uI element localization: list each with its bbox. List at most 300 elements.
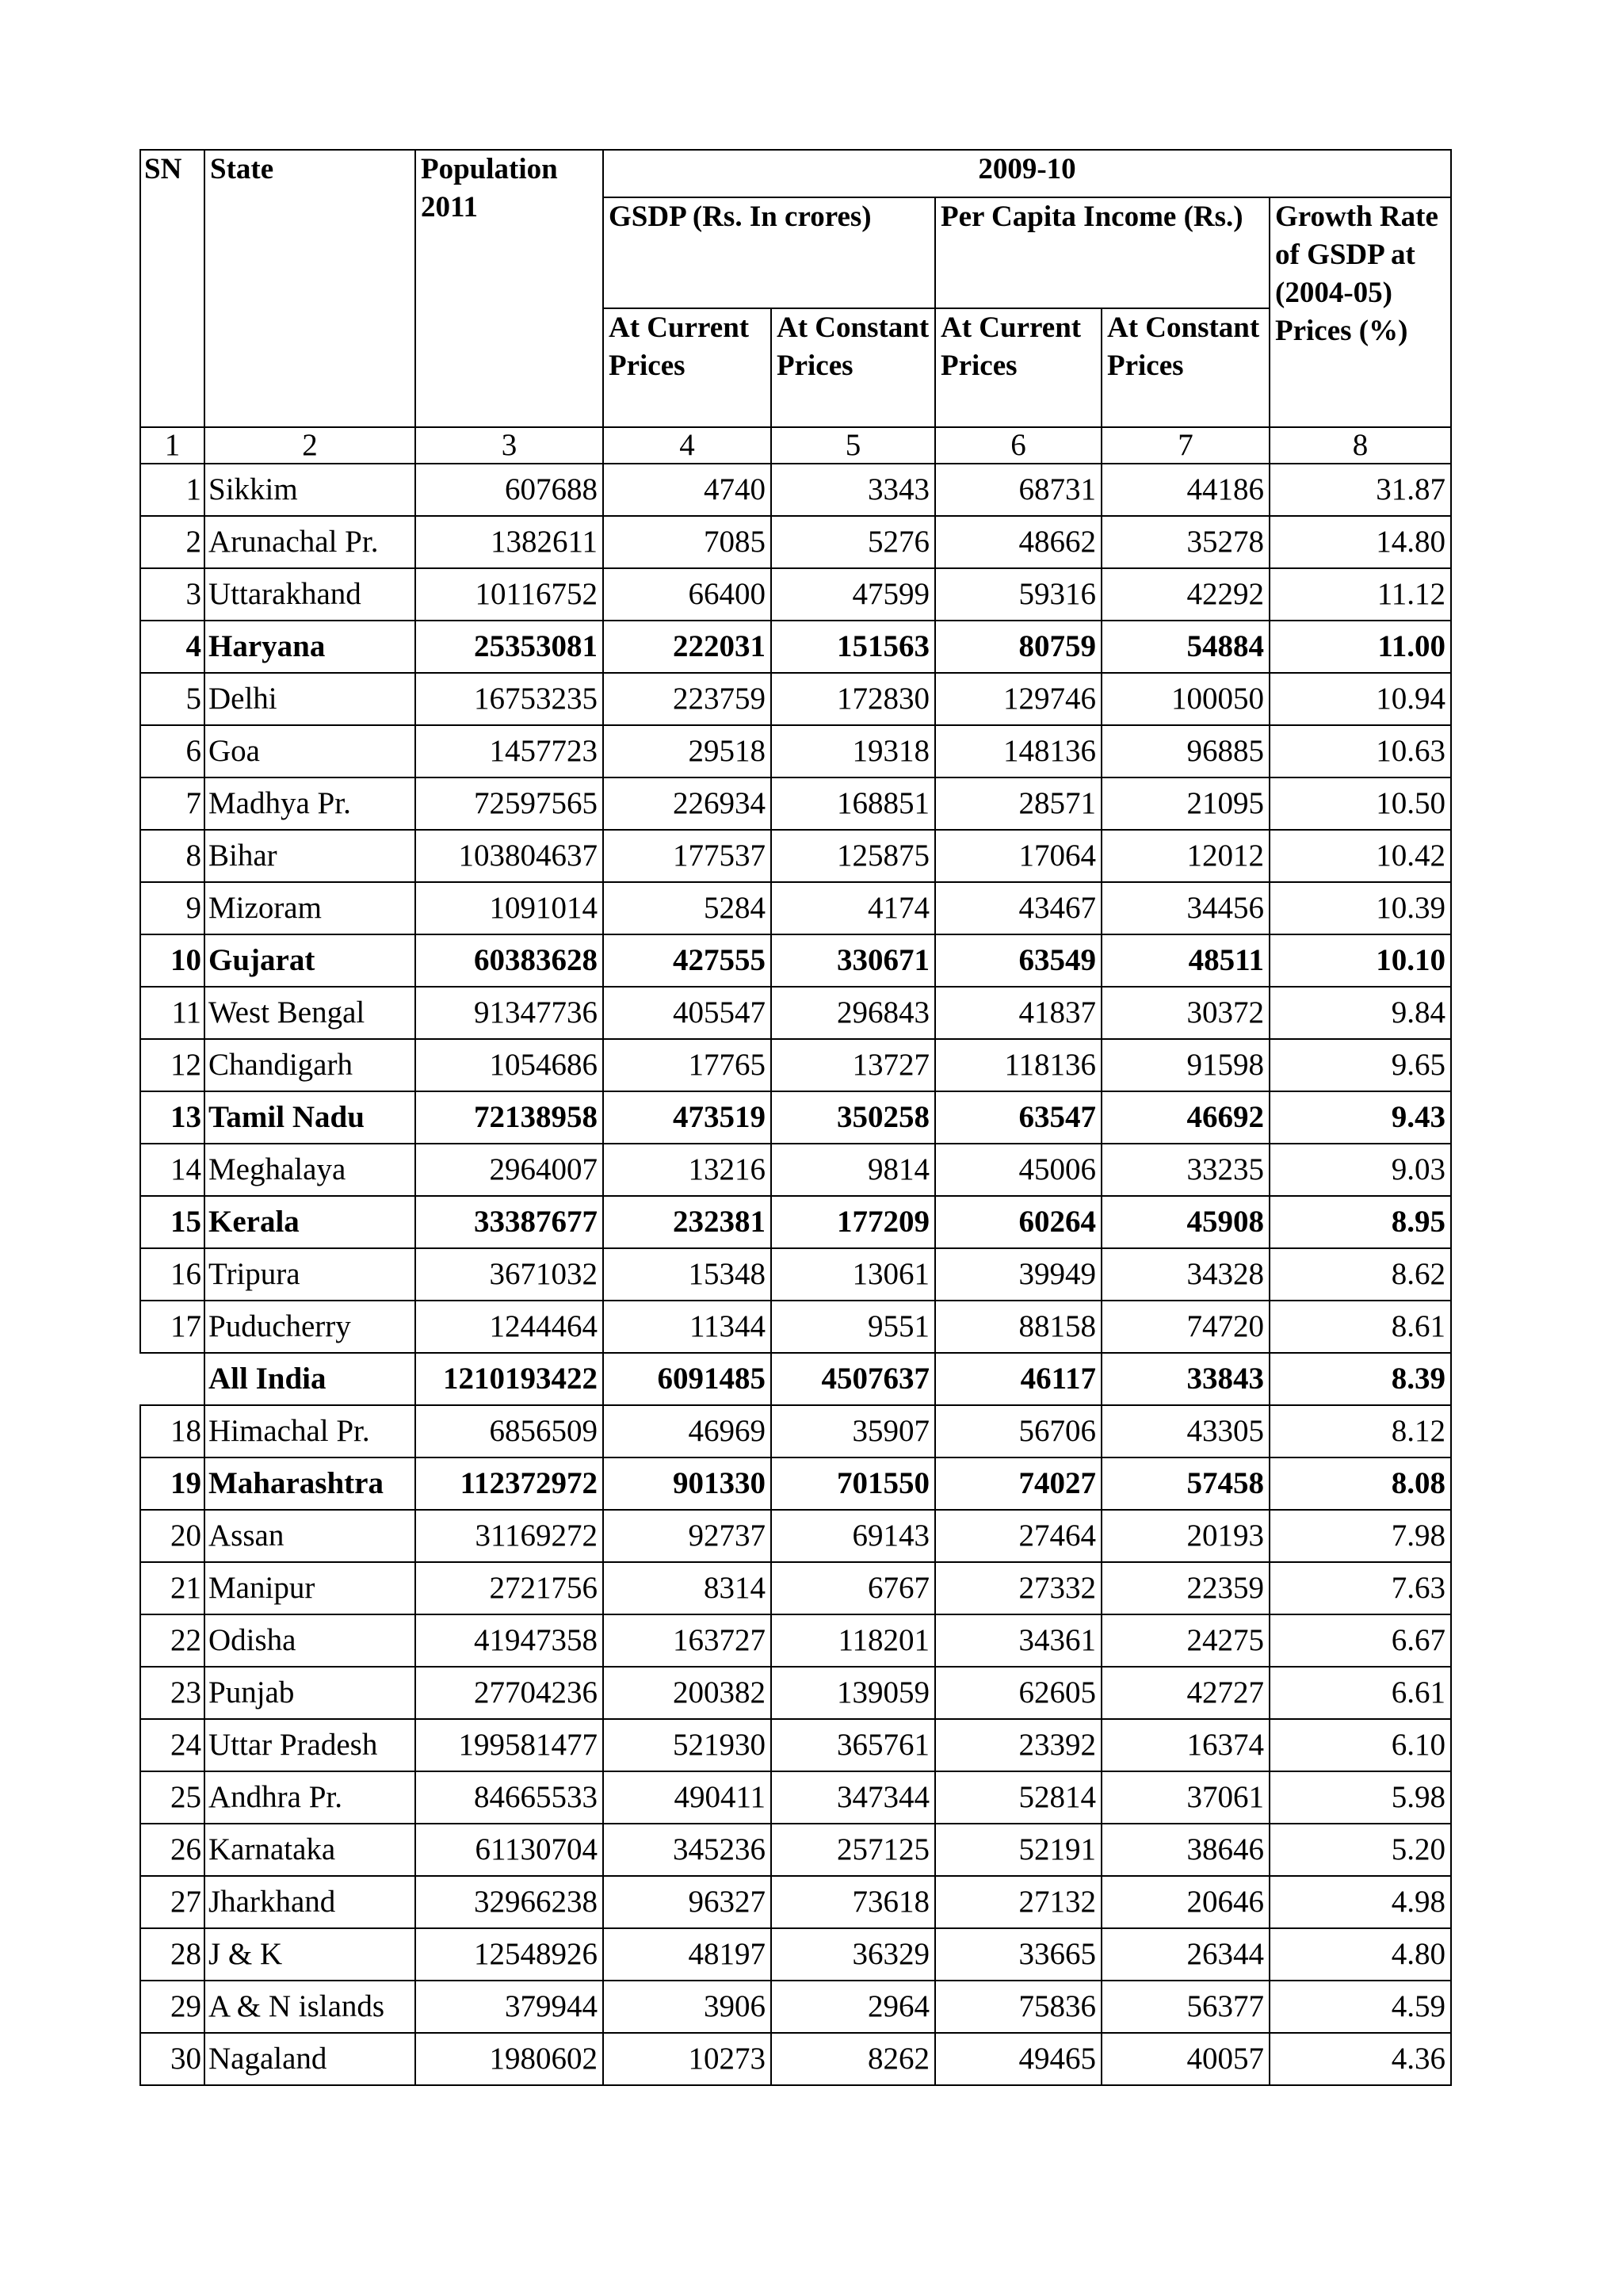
pci-current-cell: 63547 [935, 1091, 1102, 1144]
gsdp-current-cell: 29518 [603, 725, 771, 777]
column-number: 5 [771, 427, 935, 464]
gsdp-current-cell: 7085 [603, 516, 771, 568]
state-cell: Manipur [204, 1562, 415, 1614]
gsdp-current-cell: 473519 [603, 1091, 771, 1144]
pci-constant-cell: 43305 [1102, 1405, 1270, 1457]
growth-rate-cell: 10.94 [1270, 673, 1451, 725]
population-cell: 379944 [415, 1981, 603, 2033]
header-gsdp: GSDP (Rs. In crores) [603, 197, 935, 308]
pci-constant-cell: 57458 [1102, 1457, 1270, 1510]
pci-constant-cell: 42727 [1102, 1667, 1270, 1719]
population-cell: 2964007 [415, 1144, 603, 1196]
gsdp-constant-cell: 9814 [771, 1144, 935, 1196]
header-gsdp-current [603, 308, 771, 427]
pci-current-cell: 45006 [935, 1144, 1102, 1196]
gsdp-current-cell: 177537 [603, 830, 771, 882]
pci-current-cell: 63549 [935, 934, 1102, 987]
state-cell: Assan [204, 1510, 415, 1562]
sn-cell: 23 [140, 1667, 204, 1719]
gsdp-constant-cell: 5276 [771, 516, 935, 568]
gsdp-constant-cell: 13727 [771, 1039, 935, 1091]
sn-cell: 21 [140, 1562, 204, 1614]
pci-current-cell: 148136 [935, 725, 1102, 777]
gsdp-current-cell: 490411 [603, 1771, 771, 1824]
pci-constant-cell: 30372 [1102, 987, 1270, 1039]
all-india-row [140, 1353, 1451, 1405]
sn-cell: 5 [140, 673, 204, 725]
state-cell: Jharkhand [204, 1876, 415, 1928]
growth-rate-cell: 8.95 [1270, 1196, 1451, 1248]
state-cell: Delhi [204, 673, 415, 725]
state-cell: Haryana [204, 621, 415, 673]
column-number: 7 [1102, 427, 1270, 464]
table-row [140, 2033, 1451, 2085]
column-number-row [140, 427, 1451, 464]
gsdp-current-cell: 15348 [603, 1248, 771, 1301]
state-cell: Odisha [204, 1614, 415, 1667]
state-cell: Meghalaya [204, 1144, 415, 1196]
gsdp-current-cell: 200382 [603, 1667, 771, 1719]
pci-constant-cell: 38646 [1102, 1824, 1270, 1876]
pci-constant-cell: 44186 [1102, 464, 1270, 516]
population-cell: 1054686 [415, 1039, 603, 1091]
growth-rate-cell: 11.12 [1270, 568, 1451, 621]
header-population: Population 2011 [415, 150, 603, 427]
pci-constant-cell: 46692 [1102, 1091, 1270, 1144]
column-number: 3 [415, 427, 603, 464]
gsdp-current-cell: 17765 [603, 1039, 771, 1091]
header-state: State [204, 150, 415, 427]
pci-current-cell: 46117 [935, 1353, 1102, 1405]
population-cell: 32966238 [415, 1876, 603, 1928]
sn-cell: 14 [140, 1144, 204, 1196]
gsdp-current-cell: 8314 [603, 1562, 771, 1614]
pci-constant-cell: 74720 [1102, 1301, 1270, 1353]
gsdp-current-cell: 405547 [603, 987, 771, 1039]
pci-constant-cell: 34328 [1102, 1248, 1270, 1301]
population-cell: 1980602 [415, 2033, 603, 2085]
gsdp-current-cell: 427555 [603, 934, 771, 987]
header-growth-rate [1270, 197, 1451, 427]
sn-cell: 29 [140, 1981, 204, 2033]
pci-current-cell: 27132 [935, 1876, 1102, 1928]
growth-rate-cell: 10.63 [1270, 725, 1451, 777]
pci-constant-cell: 16374 [1102, 1719, 1270, 1771]
population-cell: 6856509 [415, 1405, 603, 1457]
state-cell: Arunachal Pr. [204, 516, 415, 568]
gsdp-current-cell: 223759 [603, 673, 771, 725]
gsdp-constant-cell: 36329 [771, 1928, 935, 1981]
growth-rate-cell: 4.98 [1270, 1876, 1451, 1928]
gsdp-constant-cell: 172830 [771, 673, 935, 725]
table-row [140, 1771, 1451, 1824]
growth-rate-cell: 14.80 [1270, 516, 1451, 568]
growth-rate-cell: 6.10 [1270, 1719, 1451, 1771]
growth-rate-cell: 7.63 [1270, 1562, 1451, 1614]
gsdp-current-cell: 345236 [603, 1824, 771, 1876]
population-cell: 3671032 [415, 1248, 603, 1301]
pci-current-cell: 49465 [935, 2033, 1102, 2085]
sn-cell: 9 [140, 882, 204, 934]
population-cell: 25353081 [415, 621, 603, 673]
state-cell: Uttarakhand [204, 568, 415, 621]
gsdp-current-cell: 48197 [603, 1928, 771, 1981]
growth-rate-cell: 8.61 [1270, 1301, 1451, 1353]
table-row [140, 1091, 1451, 1144]
growth-rate-cell: 4.59 [1270, 1981, 1451, 2033]
gsdp-current-cell: 10273 [603, 2033, 771, 2085]
table-row [140, 987, 1451, 1039]
state-cell: Uttar Pradesh [204, 1719, 415, 1771]
header-pci-current [935, 308, 1102, 427]
state-cell: All India [204, 1353, 415, 1405]
state-cell: West Bengal [204, 987, 415, 1039]
growth-rate-cell: 6.67 [1270, 1614, 1451, 1667]
gsdp-constant-cell: 6767 [771, 1562, 935, 1614]
sn-cell: 24 [140, 1719, 204, 1771]
growth-rate-cell: 5.98 [1270, 1771, 1451, 1824]
population-cell: 27704236 [415, 1667, 603, 1719]
gsdp-current-cell: 901330 [603, 1457, 771, 1510]
gsdp-current-cell: 46969 [603, 1405, 771, 1457]
pci-current-cell: 68731 [935, 464, 1102, 516]
growth-rate-cell: 9.84 [1270, 987, 1451, 1039]
gsdp-constant-cell: 35907 [771, 1405, 935, 1457]
state-cell: Kerala [204, 1196, 415, 1248]
table-row [140, 1667, 1451, 1719]
table-row [140, 568, 1451, 621]
pci-constant-cell: 48511 [1102, 934, 1270, 987]
pci-current-cell: 56706 [935, 1405, 1102, 1457]
gsdp-constant-cell: 69143 [771, 1510, 935, 1562]
sn-cell: 1 [140, 464, 204, 516]
pci-current-cell: 28571 [935, 777, 1102, 830]
sn-cell: 13 [140, 1091, 204, 1144]
growth-rate-cell: 9.43 [1270, 1091, 1451, 1144]
sn-cell: 19 [140, 1457, 204, 1510]
pci-constant-cell: 12012 [1102, 830, 1270, 882]
gsdp-constant-cell: 296843 [771, 987, 935, 1039]
gsdp-current-cell: 4740 [603, 464, 771, 516]
pci-current-cell: 118136 [935, 1039, 1102, 1091]
table-row [140, 516, 1451, 568]
gsdp-constant-cell: 13061 [771, 1248, 935, 1301]
header-gsdp-constant [771, 308, 935, 427]
pci-current-cell: 27464 [935, 1510, 1102, 1562]
sn-cell: 11 [140, 987, 204, 1039]
sn-cell [140, 1353, 204, 1405]
table-row [140, 1301, 1451, 1353]
pci-current-cell: 48662 [935, 516, 1102, 568]
pci-current-cell: 41837 [935, 987, 1102, 1039]
population-cell: 33387677 [415, 1196, 603, 1248]
header-per-capita-income: Per Capita Income (Rs.) [935, 197, 1270, 308]
growth-rate-cell: 4.36 [1270, 2033, 1451, 2085]
header-sn: SN [140, 150, 204, 427]
growth-rate-cell: 10.42 [1270, 830, 1451, 882]
pci-constant-cell: 34456 [1102, 882, 1270, 934]
table-row [140, 1614, 1451, 1667]
population-cell: 60383628 [415, 934, 603, 987]
state-gsdp-table [139, 149, 1452, 2086]
gsdp-constant-cell: 19318 [771, 725, 935, 777]
population-cell: 1244464 [415, 1301, 603, 1353]
table-body [140, 464, 1451, 2085]
gsdp-constant-cell: 347344 [771, 1771, 935, 1824]
gsdp-constant-cell: 118201 [771, 1614, 935, 1667]
table-row [140, 1562, 1451, 1614]
gsdp-current-cell: 66400 [603, 568, 771, 621]
header-growth-rate-text: Growth Rate of GSDP at (2004-05) Prices (%) [1275, 201, 1438, 348]
state-cell: Bihar [204, 830, 415, 882]
table-row [140, 1405, 1451, 1457]
population-cell: 1382611 [415, 516, 603, 568]
population-cell: 607688 [415, 464, 603, 516]
state-cell: Punjab [204, 1667, 415, 1719]
gsdp-constant-cell: 350258 [771, 1091, 935, 1144]
population-cell: 2721756 [415, 1562, 603, 1614]
gsdp-constant-cell: 47599 [771, 568, 935, 621]
gsdp-current-cell: 13216 [603, 1144, 771, 1196]
growth-rate-cell: 31.87 [1270, 464, 1451, 516]
state-cell: Gujarat [204, 934, 415, 987]
table-row [140, 1039, 1451, 1091]
state-cell: Puducherry [204, 1301, 415, 1353]
sn-cell: 25 [140, 1771, 204, 1824]
table-row [140, 1824, 1451, 1876]
population-cell: 12548926 [415, 1928, 603, 1981]
sn-cell: 10 [140, 934, 204, 987]
growth-rate-cell: 8.08 [1270, 1457, 1451, 1510]
gsdp-current-cell: 222031 [603, 621, 771, 673]
table-row [140, 464, 1451, 516]
sn-cell: 30 [140, 2033, 204, 2085]
population-cell: 16753235 [415, 673, 603, 725]
table-row [140, 673, 1451, 725]
growth-rate-cell: 10.39 [1270, 882, 1451, 934]
gsdp-constant-cell: 139059 [771, 1667, 935, 1719]
growth-rate-cell: 8.62 [1270, 1248, 1451, 1301]
header-period: 2009-10 [603, 150, 1451, 197]
sn-cell: 7 [140, 777, 204, 830]
state-cell: Himachal Pr. [204, 1405, 415, 1457]
pci-current-cell: 43467 [935, 882, 1102, 934]
table-row [140, 621, 1451, 673]
state-cell: Mizoram [204, 882, 415, 934]
sn-cell: 20 [140, 1510, 204, 1562]
gsdp-constant-cell: 4174 [771, 882, 935, 934]
state-cell: Goa [204, 725, 415, 777]
population-cell: 72597565 [415, 777, 603, 830]
pci-current-cell: 80759 [935, 621, 1102, 673]
pci-current-cell: 59316 [935, 568, 1102, 621]
pci-constant-cell: 35278 [1102, 516, 1270, 568]
column-number: 1 [140, 427, 204, 464]
pci-constant-cell: 33235 [1102, 1144, 1270, 1196]
gsdp-constant-cell: 257125 [771, 1824, 935, 1876]
growth-rate-cell: 9.65 [1270, 1039, 1451, 1091]
gsdp-current-cell: 163727 [603, 1614, 771, 1667]
population-cell: 91347736 [415, 987, 603, 1039]
sn-cell: 8 [140, 830, 204, 882]
table-row [140, 1981, 1451, 2033]
pci-constant-cell: 56377 [1102, 1981, 1270, 2033]
sn-cell: 22 [140, 1614, 204, 1667]
gsdp-current-cell: 232381 [603, 1196, 771, 1248]
gsdp-constant-cell: 151563 [771, 621, 935, 673]
pci-current-cell: 34361 [935, 1614, 1102, 1667]
pci-current-cell: 23392 [935, 1719, 1102, 1771]
pci-current-cell: 60264 [935, 1196, 1102, 1248]
pci-constant-cell: 20646 [1102, 1876, 1270, 1928]
population-cell: 72138958 [415, 1091, 603, 1144]
gsdp-current-cell: 5284 [603, 882, 771, 934]
sn-cell: 6 [140, 725, 204, 777]
gsdp-constant-cell: 4507637 [771, 1353, 935, 1405]
growth-rate-cell: 10.50 [1270, 777, 1451, 830]
header-gsdp-constant-text: At Constant Prices [777, 311, 930, 382]
state-cell: Tamil Nadu [204, 1091, 415, 1144]
pci-constant-cell: 22359 [1102, 1562, 1270, 1614]
gsdp-current-cell: 92737 [603, 1510, 771, 1562]
table-row [140, 1248, 1451, 1301]
population-cell: 61130704 [415, 1824, 603, 1876]
sn-cell: 4 [140, 621, 204, 673]
state-cell: Tripura [204, 1248, 415, 1301]
sn-cell: 16 [140, 1248, 204, 1301]
table-row [140, 1144, 1451, 1196]
table-row [140, 777, 1451, 830]
pci-current-cell: 52814 [935, 1771, 1102, 1824]
growth-rate-cell: 11.00 [1270, 621, 1451, 673]
column-number: 4 [603, 427, 771, 464]
state-cell: Andhra Pr. [204, 1771, 415, 1824]
gsdp-constant-cell: 8262 [771, 2033, 935, 2085]
pci-constant-cell: 21095 [1102, 777, 1270, 830]
pci-constant-cell: 20193 [1102, 1510, 1270, 1562]
pci-current-cell: 75836 [935, 1981, 1102, 2033]
gsdp-current-cell: 6091485 [603, 1353, 771, 1405]
population-cell: 1210193422 [415, 1353, 603, 1405]
sn-cell: 26 [140, 1824, 204, 1876]
table-row [140, 725, 1451, 777]
pci-current-cell: 74027 [935, 1457, 1102, 1510]
gsdp-constant-cell: 701550 [771, 1457, 935, 1510]
pci-constant-cell: 33843 [1102, 1353, 1270, 1405]
column-number: 6 [935, 427, 1102, 464]
pci-constant-cell: 96885 [1102, 725, 1270, 777]
gsdp-current-cell: 11344 [603, 1301, 771, 1353]
gsdp-constant-cell: 9551 [771, 1301, 935, 1353]
state-cell: Madhya Pr. [204, 777, 415, 830]
growth-rate-cell: 6.61 [1270, 1667, 1451, 1719]
growth-rate-cell: 8.39 [1270, 1353, 1451, 1405]
pci-current-cell: 39949 [935, 1248, 1102, 1301]
sn-cell: 17 [140, 1301, 204, 1353]
gsdp-constant-cell: 125875 [771, 830, 935, 882]
gsdp-current-cell: 226934 [603, 777, 771, 830]
pci-current-cell: 62605 [935, 1667, 1102, 1719]
population-cell: 1091014 [415, 882, 603, 934]
table-row [140, 1928, 1451, 1981]
gsdp-constant-cell: 73618 [771, 1876, 935, 1928]
header-gsdp-current-text: At Current Prices [609, 311, 750, 382]
growth-rate-cell: 4.80 [1270, 1928, 1451, 1981]
table-row [140, 830, 1451, 882]
population-cell: 112372972 [415, 1457, 603, 1510]
growth-rate-cell: 9.03 [1270, 1144, 1451, 1196]
population-cell: 199581477 [415, 1719, 603, 1771]
gsdp-constant-cell: 330671 [771, 934, 935, 987]
pci-current-cell: 52191 [935, 1824, 1102, 1876]
gsdp-current-cell: 3906 [603, 1981, 771, 2033]
population-cell: 103804637 [415, 830, 603, 882]
pci-current-cell: 88158 [935, 1301, 1102, 1353]
pci-current-cell: 27332 [935, 1562, 1102, 1614]
growth-rate-cell: 8.12 [1270, 1405, 1451, 1457]
gsdp-constant-cell: 2964 [771, 1981, 935, 2033]
table-row [140, 1457, 1451, 1510]
sn-cell: 18 [140, 1405, 204, 1457]
state-cell: Chandigarh [204, 1039, 415, 1091]
growth-rate-cell: 10.10 [1270, 934, 1451, 987]
pci-constant-cell: 37061 [1102, 1771, 1270, 1824]
sn-cell: 2 [140, 516, 204, 568]
sn-cell: 28 [140, 1928, 204, 1981]
state-cell: Karnataka [204, 1824, 415, 1876]
table-row [140, 1196, 1451, 1248]
table-row [140, 1876, 1451, 1928]
pci-constant-cell: 54884 [1102, 621, 1270, 673]
pci-constant-cell: 42292 [1102, 568, 1270, 621]
header-pci-constant [1102, 308, 1270, 427]
sn-cell: 3 [140, 568, 204, 621]
population-cell: 84665533 [415, 1771, 603, 1824]
column-number: 8 [1270, 427, 1451, 464]
population-cell: 31169272 [415, 1510, 603, 1562]
table-row [140, 1719, 1451, 1771]
gsdp-constant-cell: 3343 [771, 464, 935, 516]
population-cell: 41947358 [415, 1614, 603, 1667]
sn-cell: 27 [140, 1876, 204, 1928]
pci-current-cell: 33665 [935, 1928, 1102, 1981]
state-cell: Nagaland [204, 2033, 415, 2085]
growth-rate-cell: 7.98 [1270, 1510, 1451, 1562]
pci-constant-cell: 91598 [1102, 1039, 1270, 1091]
table-row [140, 882, 1451, 934]
growth-rate-cell: 5.20 [1270, 1824, 1451, 1876]
pci-constant-cell: 100050 [1102, 673, 1270, 725]
header-pci-constant-text: At Constant Prices [1107, 311, 1260, 382]
header-pci-current-text: At Current Prices [941, 311, 1082, 382]
state-cell: Maharashtra [204, 1457, 415, 1510]
state-cell: A & N islands [204, 1981, 415, 2033]
column-number: 2 [204, 427, 415, 464]
gsdp-current-cell: 521930 [603, 1719, 771, 1771]
population-cell: 1457723 [415, 725, 603, 777]
sn-cell: 15 [140, 1196, 204, 1248]
pci-constant-cell: 40057 [1102, 2033, 1270, 2085]
pci-constant-cell: 26344 [1102, 1928, 1270, 1981]
state-cell: Sikkim [204, 464, 415, 516]
pci-current-cell: 17064 [935, 830, 1102, 882]
gsdp-constant-cell: 177209 [771, 1196, 935, 1248]
gsdp-current-cell: 96327 [603, 1876, 771, 1928]
state-cell: J & K [204, 1928, 415, 1981]
table-row [140, 934, 1451, 987]
pci-constant-cell: 45908 [1102, 1196, 1270, 1248]
sn-cell: 12 [140, 1039, 204, 1091]
